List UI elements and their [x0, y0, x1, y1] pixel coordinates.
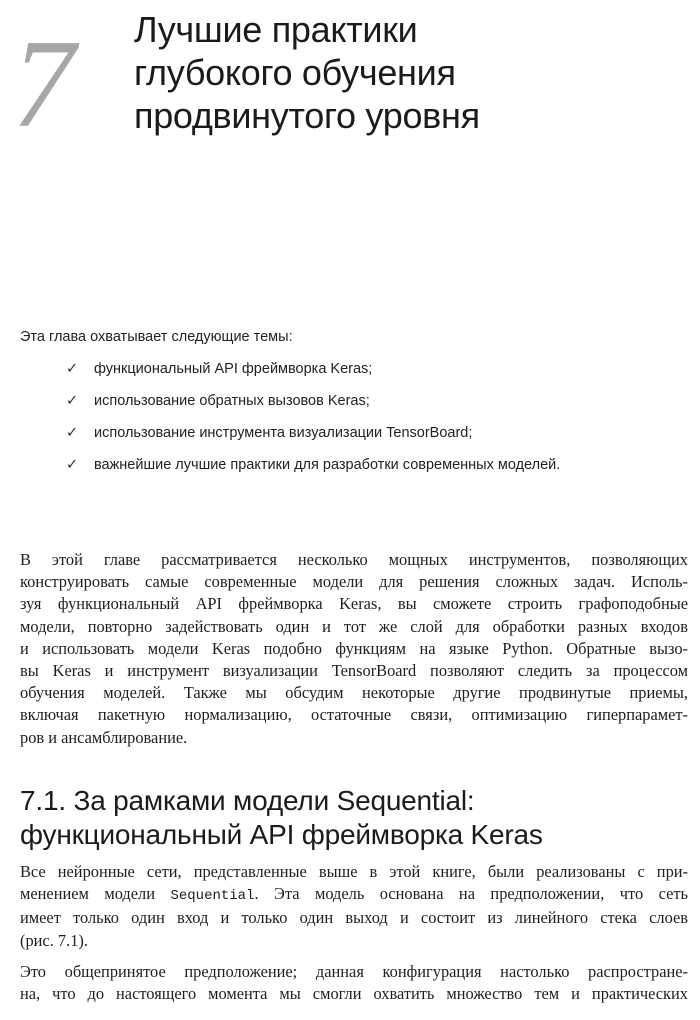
paragraph-text: . Эта модель основана на предположении, что сеть: [254, 884, 688, 904]
chapter-title-line: продвинутого уровня: [134, 95, 480, 136]
section-title-line: 7.1. За рамками модели Sequential:: [20, 785, 475, 816]
section-title: [20, 784, 543, 852]
paragraph-line: модели, повторно задействовать один и тот же слой для обработки разных входов: [20, 616, 688, 636]
checkmark-icon: ✓: [66, 425, 79, 441]
chapter-title-line: Лучшие практики: [134, 9, 418, 50]
checkmark-icon: ✓: [66, 393, 79, 409]
topic-item: [66, 357, 560, 389]
paragraph-line: обучения моделей. Также мы обсудим некоторые другие продвинутые приемы,: [20, 683, 688, 703]
paragraph-line: зуя функциональный API фреймворка Keras, вы сможете строить графоподобные: [20, 594, 688, 614]
inline-code: Sequential: [170, 888, 255, 905]
topic-text: использование инструмента визуализации TensorBoard;: [94, 425, 473, 441]
paragraph-line: конструировать самые современные модели для решения сложных задач. Исполь-: [20, 572, 688, 592]
chapter-title-line: глубокого обучения: [134, 52, 456, 93]
section-paragraph-1: [20, 861, 688, 952]
chapter-number: 7: [12, 15, 73, 154]
chapter-title: [134, 8, 674, 137]
topic-item: [66, 421, 560, 453]
topics-intro: Эта глава охватывает следующие темы:: [20, 329, 293, 345]
paragraph-line: [20, 883, 688, 907]
intro-paragraph: [20, 549, 688, 749]
topic-text: важнейшие лучшие практики для разработки современных моделей.: [94, 457, 561, 473]
section-title-line: функциональный API фреймворка Keras: [20, 819, 543, 850]
paragraph-line: В этой главе рассматривается несколько мощных инструментов, позволяющих: [20, 550, 688, 569]
paragraph-line: Все нейронные сети, представленные выше в этой книге, были реализованы с при-: [20, 862, 688, 881]
paragraph-line: на, что до настоящего момента мы смогли охватить множество тем и практических: [20, 984, 688, 1004]
topic-item: [66, 389, 560, 421]
paragraph-line: включая пакетную нормализацию, остаточные связи, оптимизацию гиперпарамет-: [20, 705, 688, 725]
paragraph-line: ров и ансамблирование.: [20, 727, 188, 747]
paragraph-text: менением модели: [20, 884, 171, 904]
paragraph-line: Это общепринятое предположение; данная конфигурация настолько распростране-: [20, 962, 688, 981]
topic-item: [66, 453, 560, 485]
topic-text: использование обратных вызовов Keras;: [94, 393, 370, 409]
topic-text: функциональный API фреймворка Keras;: [94, 361, 373, 377]
checkmark-icon: ✓: [66, 457, 79, 473]
section-paragraph-2: [20, 961, 688, 1005]
paragraph-line: и использовать модели Keras подобно функциям на языке Python. Обратные вызо-: [20, 638, 688, 658]
topics-list: [66, 357, 560, 485]
paragraph-line: (рис. 7.1).: [20, 930, 88, 950]
paragraph-line: вы Keras и инструмент визуализации TensorBoard позволяют следить за процессом: [20, 661, 688, 681]
checkmark-icon: ✓: [66, 361, 79, 377]
paragraph-line: имеет только один вход и только один выход и состоит из линейного стека слоев: [20, 908, 688, 928]
